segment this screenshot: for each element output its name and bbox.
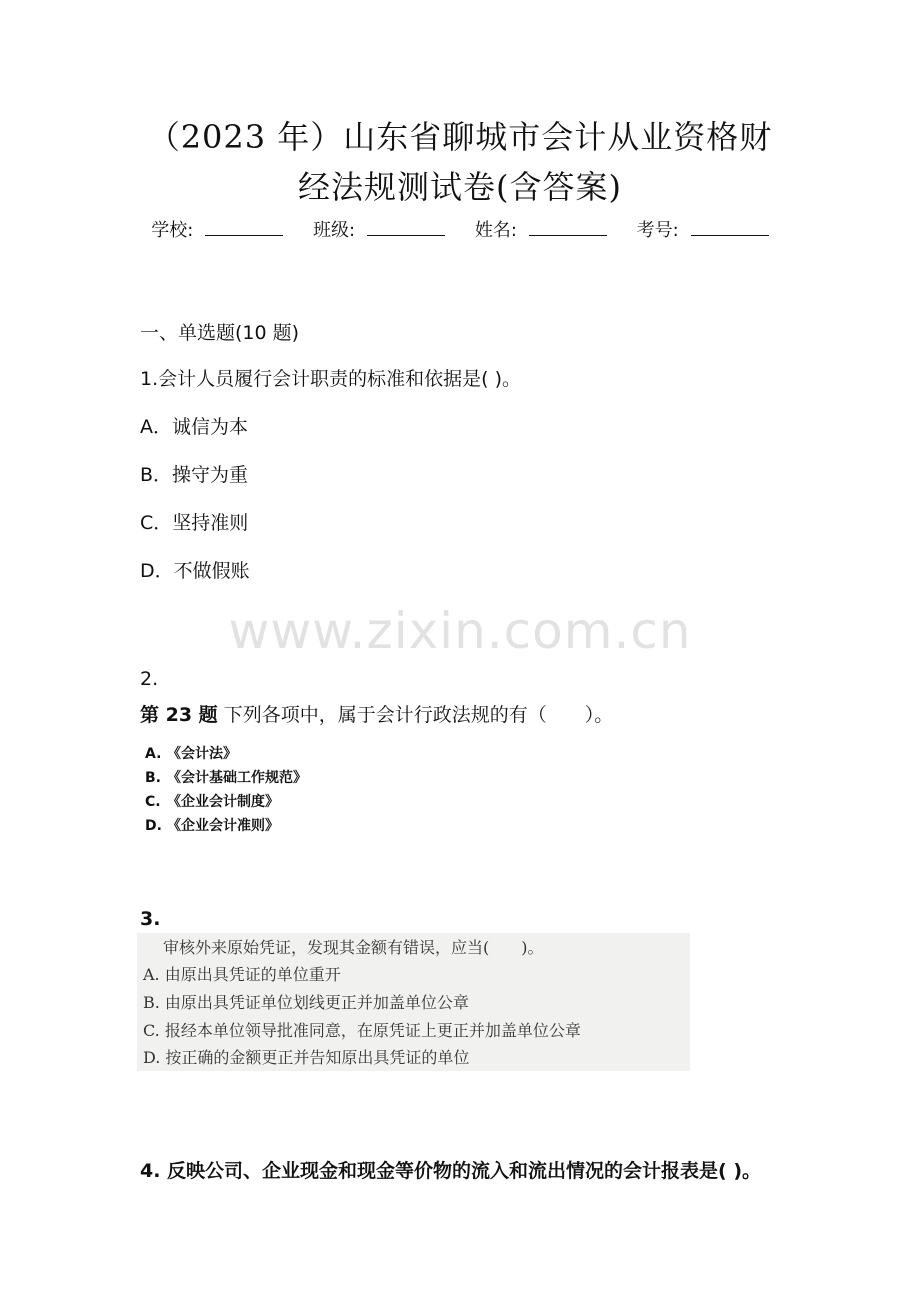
school-blank [205,219,283,236]
question-3-scanned-image [137,933,690,1071]
question-4-stem: 4. 反映公司、企业现金和现金等价物的流入和流出情况的会计报表是( )。 [140,1160,762,1182]
section-heading: 一、单选题(10 题) [140,322,300,344]
question-2-option-c: C. 《企业会计制度》 [145,794,279,810]
exam-title-line-1: （2023 年）山东省聊城市会计从业资格财 [147,118,773,156]
exam-number-field: 考号: [631,220,775,241]
question-2-number: 2. [140,668,159,690]
class-blank [367,219,445,236]
question-2-stem [140,700,613,727]
question-1-option-d: D．不做假账 [140,560,250,582]
exam-title-line-2: 经法规测试卷(含答案) [298,168,622,206]
question-3-option-d: D. 按正确的金额更正并告知原出具凭证的单位 [143,1048,470,1067]
question-2-option-d: D. 《企业会计准则》 [145,818,279,834]
watermark: www.zixin.com.cn [228,602,692,660]
question-3-stem: 审核外来原始凭证，发现其金额有错误，应当( )。 [163,938,544,957]
question-3-option-b: B. 由原出具凭证单位划线更正并加盖单位公章 [143,993,469,1012]
question-1-option-a: A．诚信为本 [140,416,248,438]
question-1-option-c: C．坚持准则 [140,512,249,534]
class-field: 班级: [307,220,451,241]
question-1-option-b: B．操守为重 [140,464,249,486]
school-field: 学校: [145,220,289,241]
question-3-option-c: C. 报经本单位领导批准同意，在原凭证上更正并加盖单位公章 [143,1021,581,1040]
question-2-text: 下列各项中，属于会计行政法规的有（ ）。 [217,704,614,726]
exam-number-blank [691,219,769,236]
question-1-stem: 1.会计人员履行会计职责的标准和依据是( )。 [140,368,521,390]
student-info-row [0,216,920,242]
question-3-option-a: A. 由原出具凭证的单位重开 [143,965,341,984]
question-2-bold-prefix: 第 23 题 [140,704,218,726]
question-2-option-b: B. 《会计基础工作规范》 [145,770,307,786]
name-blank [529,219,607,236]
question-2-option-a: A. 《会计法》 [145,746,237,762]
question-3-number: 3. [140,908,161,930]
name-field: 姓名: [469,220,613,241]
